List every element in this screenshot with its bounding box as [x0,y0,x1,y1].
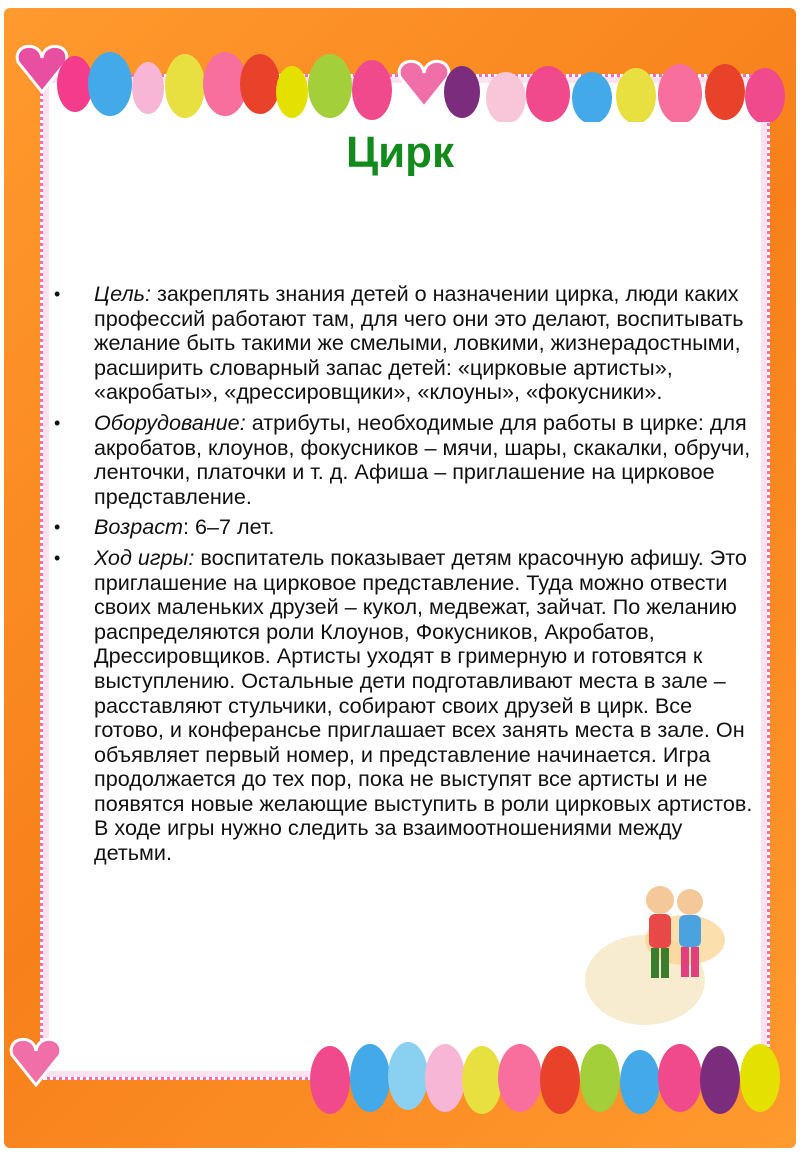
bullet-icon: • [54,547,61,568]
heart-icon [11,1039,61,1085]
list-item: • Возраст: 6–7 лет. [54,514,275,540]
bullet-list [48,282,760,872]
bullet-icon: • [54,412,61,433]
list-item: • Оборудование: атрибуты, необходимые для работы в цирке: для акробатов, клоунов, фокусников – мячи, шары, скакалки, обручи, ленточки, платочки и т. д. Афиша – приглашение на цирковое представление. [54,409,751,509]
list-item: • Ход игры: воспитатель показывает детям красочную афишу. Это приглашение на цирковое представление. Туда можно отвести своих маленьких друзей – кукол, медвежат, зайчат. По желанию распределяются роли Клоунов, Фокусников, Акробатов, Дрессировщиков. Артисты уходят в гримерную и готовятся к выступлению. Остальные дети подготавливают места в зале – расставляют стульчики, собирают своих друзей в цирк. Все готово, и конферансье приглашает всех занять места в зале. Он объявляет первый номер, и представление начинается. Игра продолжается до тех пор, пока не выступят все артисты и не появятся новые желающие выступить в роли цирковых артистов. В ходе игры нужно следить за взаимоотношениями между детьми. [54,544,753,866]
list-item: • Цель: закреплять знания детей о назначении цирка, люди каких профессий работают там, для чего они это делают, воспитывать желание быть такими же смелыми, ловкими, жизнерадостными, расширить словарный запас детей: «цирковые артисты», «акробаты», «дрессировщики», «клоуны», «фокусники». [54,281,744,405]
decorative-eggs-top [0,22,800,122]
heart-icon [399,61,449,107]
page-title: Цирк [345,128,455,177]
bullet-icon: • [54,284,61,304]
bullet-icon: • [54,517,61,538]
